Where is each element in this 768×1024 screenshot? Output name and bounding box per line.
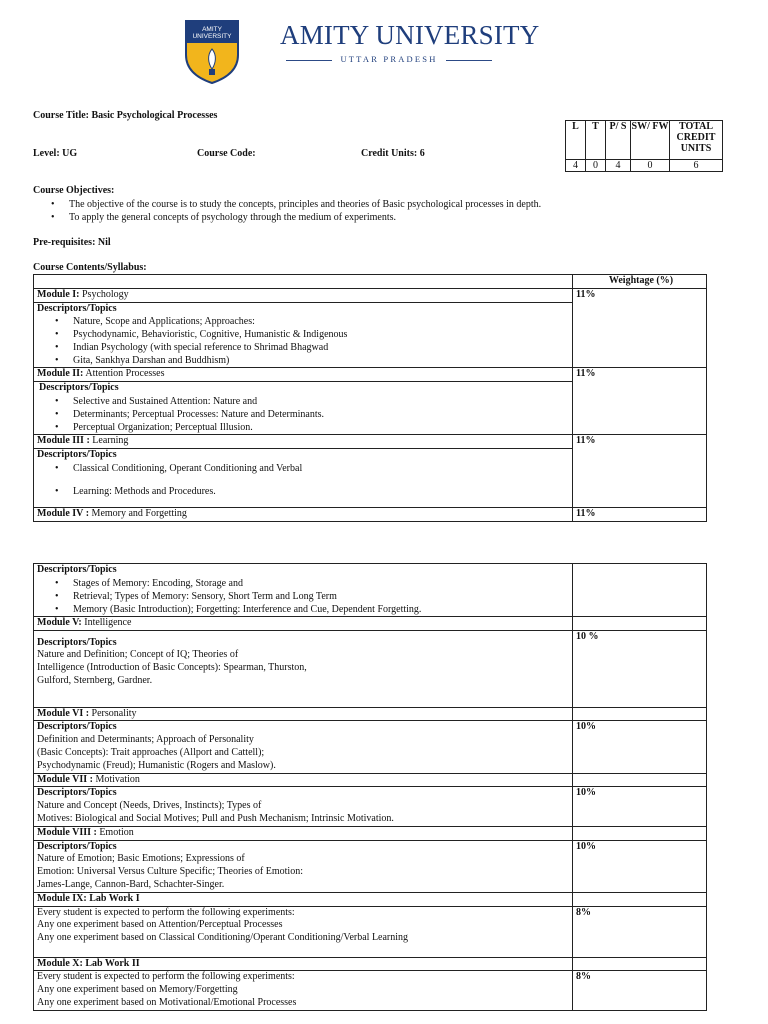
topic-line: Definition and Determinants; Approach of Personality xyxy=(37,734,254,746)
credit-value-ps: 4 xyxy=(606,160,631,172)
descriptor-cell xyxy=(34,382,573,435)
divider-right xyxy=(446,60,492,61)
course-code xyxy=(197,148,256,159)
descriptor-row xyxy=(34,564,707,617)
module-name: Motivation xyxy=(95,773,140,785)
empty-weight-cell xyxy=(573,892,707,906)
topic-list xyxy=(37,395,572,434)
empty-weight-cell xyxy=(573,616,707,630)
topic-line: Nature and Concept (Needs, Drives, Instincts); Types of xyxy=(37,800,262,812)
logo-text: AMITY UNIVERSITY xyxy=(192,26,232,40)
syllabus-table-2 xyxy=(33,563,707,1011)
module-name: Emotion xyxy=(99,826,134,838)
descriptor-row xyxy=(34,787,707,826)
credit-header-ps: P/ S xyxy=(606,121,631,160)
descriptor-label: Descriptors/Topics xyxy=(37,448,117,460)
module-title xyxy=(34,434,573,448)
module-label: Module III : xyxy=(37,434,90,446)
module-title xyxy=(34,616,573,630)
module-title xyxy=(34,288,573,302)
course-title-value: Basic Psychological Processes xyxy=(91,110,218,121)
module-title xyxy=(34,368,573,382)
topic-item: • Stages of Memory: Encoding, Storage and xyxy=(37,577,572,590)
topic-line: Nature and Definition; Concept of IQ; Theories of xyxy=(37,649,239,661)
module-title xyxy=(34,773,573,787)
university-name: AMITY UNIVERSITY xyxy=(280,20,540,50)
topic-item: • Determinants; Perceptual Processes: Nature and Determinants. xyxy=(37,408,572,421)
course-title xyxy=(33,110,217,121)
objective-item: • To apply the general concepts of psychology through the medium of experiments. xyxy=(33,211,541,224)
module-weight: 8% xyxy=(573,906,707,957)
topic-line: Any one experiment based on Memory/Forgetting xyxy=(37,984,238,996)
university-location xyxy=(286,54,492,66)
level-label: Level: xyxy=(33,148,60,159)
topic-item: • Nature, Scope and Applications; Approaches: xyxy=(37,315,572,328)
empty-weight-cell xyxy=(573,707,707,721)
topic-item: • Selective and Sustained Attention: Nature and xyxy=(37,395,572,408)
topic-line: Psychodynamic (Freud); Humanistic (Rogers and Maslow). xyxy=(37,759,276,771)
credit-value: 6 xyxy=(419,148,425,159)
header-empty-cell xyxy=(34,275,573,289)
descriptor-label: Descriptors/Topics xyxy=(37,721,117,733)
module-name: Learning xyxy=(92,434,129,446)
empty-weight-cell xyxy=(573,826,707,840)
level-value: UG xyxy=(62,148,78,159)
code-label: Course Code: xyxy=(197,148,256,159)
topic-line: Nature of Emotion; Basic Emotions; Expressions of xyxy=(37,853,245,865)
location-text: UTTAR PRADESH xyxy=(340,54,438,64)
descriptor-cell xyxy=(34,564,573,617)
module-label: Module II: xyxy=(37,368,84,380)
descriptor-row xyxy=(34,971,707,1010)
module-weight: 10% xyxy=(573,840,707,892)
empty-weight-cell xyxy=(573,564,707,617)
credit-header-swfw: SW/ FW xyxy=(631,121,670,160)
module-weight: 8% xyxy=(573,971,707,1010)
credit-header-total: TOTAL CREDIT UNITS xyxy=(670,121,723,160)
course-title-label: Course Title: xyxy=(33,110,90,121)
module-title xyxy=(34,507,573,521)
module-row xyxy=(34,707,707,721)
table-header-row xyxy=(34,275,707,289)
module-label: Module V: xyxy=(37,616,82,628)
empty-weight-cell xyxy=(573,773,707,787)
module-name: Intelligence xyxy=(84,616,132,628)
module-row xyxy=(34,368,707,382)
module-label: Module IX: Lab Work I xyxy=(37,892,140,904)
descriptor-cell xyxy=(34,630,573,707)
credit-value-total: 6 xyxy=(670,160,723,172)
topic-line: Every student is expected to perform the following experiments: xyxy=(37,906,295,918)
descriptor-label: Descriptors/Topics xyxy=(37,636,117,648)
descriptor-label: Descriptors/Topics xyxy=(39,382,119,394)
descriptor-row xyxy=(34,840,707,892)
credit-value-l: 4 xyxy=(566,160,586,172)
module-title xyxy=(34,707,573,721)
module-weight: 10% xyxy=(573,787,707,826)
weightage-header: Weightage (%) xyxy=(573,275,707,289)
credit-units xyxy=(361,148,425,159)
descriptor-cell xyxy=(34,787,573,826)
topic-line: Gulford, Sternberg, Gardner. xyxy=(37,674,153,686)
credit-label: Credit Units: xyxy=(361,148,418,159)
descriptor-cell xyxy=(34,302,573,368)
topic-item: • Classical Conditioning, Operant Conditioning and Verbal xyxy=(37,462,572,475)
credit-value-swfw: 0 xyxy=(631,160,670,172)
credit-header-row xyxy=(566,121,723,160)
topic-list xyxy=(37,462,572,498)
descriptor-label: Descriptors/Topics xyxy=(37,302,117,314)
module-title xyxy=(34,957,573,971)
topic-item: • Gita, Sankhya Darshan and Buddhism) xyxy=(37,354,572,367)
module-label: Module IV : xyxy=(37,507,90,519)
module-name: Attention Processes xyxy=(85,368,165,380)
topic-list xyxy=(37,577,572,616)
topic-list xyxy=(37,315,572,367)
topic-line: Motives: Biological and Social Motives; Pull and Push Mechanism; Intrinsic Motivation. xyxy=(37,812,394,824)
module-row xyxy=(34,773,707,787)
topic-item: • Memory (Basic Introduction); Forgetting: Interference and Cue, Dependent Forgetting. xyxy=(37,603,572,616)
topic-line: Every student is expected to perform the following experiments: xyxy=(37,971,295,983)
module-label: Module VI : xyxy=(37,707,90,719)
module-row xyxy=(34,434,707,448)
descriptor-cell xyxy=(34,906,573,957)
descriptor-cell xyxy=(34,840,573,892)
descriptor-cell xyxy=(34,971,573,1010)
prerequisites xyxy=(33,237,111,248)
credit-value-t: 0 xyxy=(586,160,606,172)
module-weight: 11% xyxy=(573,434,707,507)
topic-line: Any one experiment based on Motivational/Emotional Processes xyxy=(37,996,297,1008)
topic-item: • Learning: Methods and Procedures. xyxy=(37,485,572,498)
descriptor-label: Descriptors/Topics xyxy=(37,564,117,575)
prereq-label: Pre-requisites: xyxy=(33,237,96,248)
topic-line: Any one experiment based on Classical Conditioning/Operant Conditioning/Verbal Learning xyxy=(37,932,409,944)
topic-line: James-Lange, Cannon-Bard, Schachter-Singer. xyxy=(37,878,225,890)
descriptor-label: Descriptors/Topics xyxy=(37,840,117,852)
module-weight: 10 % xyxy=(573,630,707,707)
syllabus-table-1 xyxy=(33,274,707,522)
module-row xyxy=(34,288,707,302)
module-label: Module X: Lab Work II xyxy=(37,957,140,969)
course-level xyxy=(33,148,77,159)
module-weight: 11% xyxy=(573,507,707,521)
module-label: Module VII : xyxy=(37,773,93,785)
credit-value-row xyxy=(566,160,723,172)
topic-line: (Basic Concepts): Trait approaches (Allport and Cattell); xyxy=(37,746,265,758)
module-row xyxy=(34,892,707,906)
module-name: Memory and Forgetting xyxy=(91,507,187,519)
topic-item: • Perceptual Organization; Perceptual Illusion. xyxy=(37,421,572,434)
module-weight: 10% xyxy=(573,721,707,773)
module-row xyxy=(34,826,707,840)
topic-line: Intelligence (Introduction of Basic Concepts): Spearman, Thurston, xyxy=(37,662,307,674)
module-row xyxy=(34,507,707,521)
module-row xyxy=(34,616,707,630)
objective-item: • The objective of the course is to study the concepts, principles and theories of Basic psychological processes in depth. xyxy=(33,198,541,211)
descriptor-row xyxy=(34,721,707,773)
topic-item: • Indian Psychology (with special reference to Shrimad Bhagwad xyxy=(37,341,572,354)
module-row xyxy=(34,957,707,971)
credit-header-t: T xyxy=(586,121,606,160)
descriptor-row xyxy=(34,906,707,957)
objectives-heading: Course Objectives: xyxy=(33,185,115,196)
topic-line: Emotion: Universal Versus Culture Specific; Theories of Emotion: xyxy=(37,866,303,878)
empty-weight-cell xyxy=(573,957,707,971)
topic-line: Any one experiment based on Attention/Perceptual Processes xyxy=(37,919,283,931)
syllabus-heading: Course Contents/Syllabus: xyxy=(33,262,147,273)
prereq-value: Nil xyxy=(97,237,111,248)
module-label: Module VIII : xyxy=(37,826,97,838)
module-name: Personality xyxy=(91,707,137,719)
module-title xyxy=(34,892,573,906)
module-weight: 11% xyxy=(573,288,707,368)
objectives-list xyxy=(33,198,541,224)
module-weight: 11% xyxy=(573,368,707,435)
module-name: Psychology xyxy=(82,288,129,300)
descriptor-label: Descriptors/Topics xyxy=(37,787,117,799)
module-title xyxy=(34,826,573,840)
descriptor-cell xyxy=(34,448,573,507)
descriptor-cell xyxy=(34,721,573,773)
descriptor-row xyxy=(34,630,707,707)
module-label: Module I: xyxy=(37,288,80,300)
credit-table xyxy=(565,120,723,172)
topic-item: • Psychodynamic, Behavioristic, Cognitive, Humanistic & Indigenous xyxy=(37,328,572,341)
topic-item: • Retrieval; Types of Memory: Sensory, Short Term and Long Term xyxy=(37,590,572,603)
credit-header-l: L xyxy=(566,121,586,160)
